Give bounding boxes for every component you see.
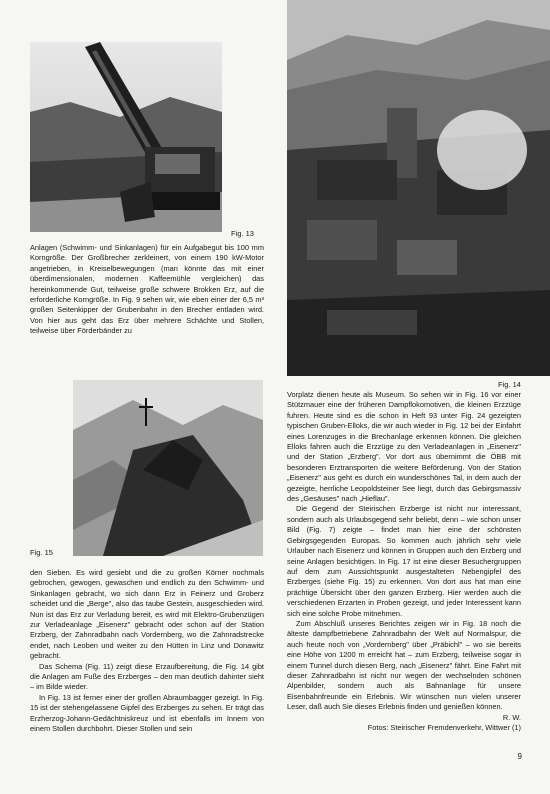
right-column bbox=[287, 390, 521, 733]
paragraph: den Sieben. Es wird gesiebt und die zu großen Körner nochmals gebrochen, gewogen, gewaschen und endlich zu den Schwimm- und Sinkanlagen gebracht, wo sich dann Erz in Feinerz und Groberz scheidet und die „Berge", also das taube Gestein, ausgeschieden wird. Nun ist das Erz zur Verladung bereit, es wird mit Elektro-Grubenzügen zur Verladeanlage „Eisenerz" gebracht oder schon auf der Station Erzberg, der Zahnradbahn nach Vordernberg, wo die Zahnradstrecke endet, nach Leoben und weiter zu den Hütten in Linz und Donawitz gebracht. bbox=[30, 568, 264, 661]
fig14-caption: Fig. 14 bbox=[498, 380, 521, 389]
author-signature: R. W. bbox=[502, 712, 521, 722]
left-column-top bbox=[30, 243, 264, 337]
paragraph: Das Schema (Fig. 11) zeigt diese Erzaufbereitung, die Fig. 14 gibt die Anlagen am Fuße des Erzberges – den man deutlich dahinter sieht – im Bilde wieder. bbox=[30, 661, 264, 692]
page-number: 9 bbox=[517, 752, 522, 761]
fig15-caption: Fig. 15 bbox=[30, 548, 53, 557]
fig13-photo bbox=[30, 42, 222, 232]
paragraph: Vorplatz dienen heute als Museum. So sehen wir in Fig. 16 vor einer Stützmauer eine der früheren Dampflokomotiven, die kleinen Erzzüge fuhren. Heute sind es die schon in Heft 93 unter Fig. 24 gezeigten typischen Gruben-Elloks, die wir auch wieder in Fig. 12 bei der Einfahrt eines Lorenzuges in die Brechanlage erkennen können. Die gleichen Elloks fahren auch die Erzzüge zu den Verladeanlagen in „Eisenerz" und der Station „Erzberg". Vor dort aus übernimmt die ÖBB mit besonderen Erztransporten die weitere Beförderung. Von der Station „Eisenerz" aus geht es durch ein wunderschönes Tal, in dem auch der gezeigte, herrliche Leopoldsteiner See liegt, durch das Gebirgsmassiv des „Gesäuses" nach „Hieflau". bbox=[287, 390, 521, 504]
fig14-photo bbox=[287, 0, 550, 376]
fig15-photo bbox=[73, 380, 263, 556]
fig13-caption: Fig. 13 bbox=[231, 229, 254, 238]
paragraph: Zum Abschluß unseres Berichtes zeigen wir in Fig. 18 noch die älteste dampfbetriebene Zahnradbahn der Welt auf Normalspur, die auch heute noch von „Vordernberg" über „Präbichl" – wo sie bereits eine Höhe von 1200 m erreicht hat – zum Erzberg, teilweise sogar in einem Tunnel durch diesen Berg, nach „Eisenerz" fährt. Eine Fahrt mit dieser Zahnradbahn ist nicht nur wegen der wechselnden schönen Alpenbilder, sondern auch als Bahnanlage für unsere Eisenbahnfreunde ein Erlebnis. Wir wünschen nun vielen unserer Leser, daß auch Sie dieses Erlebnis finden und genießen können. bbox=[287, 618, 521, 712]
paragraph: Die Gegend der Steirischen Erzberge ist nicht nur interessant, sondern auch als Urlaubsgegend sehr beliebt, denn – wie schon unser Bild (Fig. 7) zeigte – findet man hier eine der schönsten Gebirgsgegenden Europas. So kommen auch jährlich sehr viele Urlauber nach Eisenerz und können in Gruppen auch den Erzberg und seine Anlagen besichtigen. In Fig. 17 ist eine dieser Besuchergruppen auf dem zum Aussichtspunkt ausgestalteten Nebengipfel des Erzberges (siehe Fig. 15) zu erkennen. Von dort aus hat man eine prächtige Übersicht über den ganzen Erzberg. Hier werden auch die verschiedenen Erzarten in Proben gezeigt, und jeder Interessent kann sich eine solche Probe mitnehmen. bbox=[287, 504, 521, 618]
paragraph: In Fig. 13 ist ferner einer der großen Abraumbagger gezeigt. In Fig. 15 ist der stehengelassene Gipfel des Erzberges zu sehen. Er trägt das Erzherzog-Johann-Gedächtniskreuz und ist ebenfalls im Innern von einem Stollen durchbohrt. Dieser Stollen und sein bbox=[30, 692, 264, 734]
left-column-bottom bbox=[30, 568, 264, 735]
photo-credits: Fotos: Steirischer Fremdenverkehr, Wittwer (1) bbox=[367, 723, 521, 732]
paragraph: Anlagen (Schwimm- und Sinkanlagen) für ein Aufgabegut bis 100 mm Korngröße. Der Großbrecher zerkleinert, von einem 190 kW-Motor angetrieben, in Kreiselbewegungen (man könnte das mit einer überdimensionalen, modernen Kaffeemühle vergleichen) das hereinkommende Gut, teilweise große schwere Brokken Erz, auf die erforderliche Korngröße. In Fig. 9 sehen wir, wie eben einer der 6,5 m³ großen Seitenkipper der Grubenbahn in den Brecher entladen wird. Von hier aus geht das Erz über mehrere Schächte und Stollen, teilweise über Förderbänder zu bbox=[30, 243, 264, 336]
